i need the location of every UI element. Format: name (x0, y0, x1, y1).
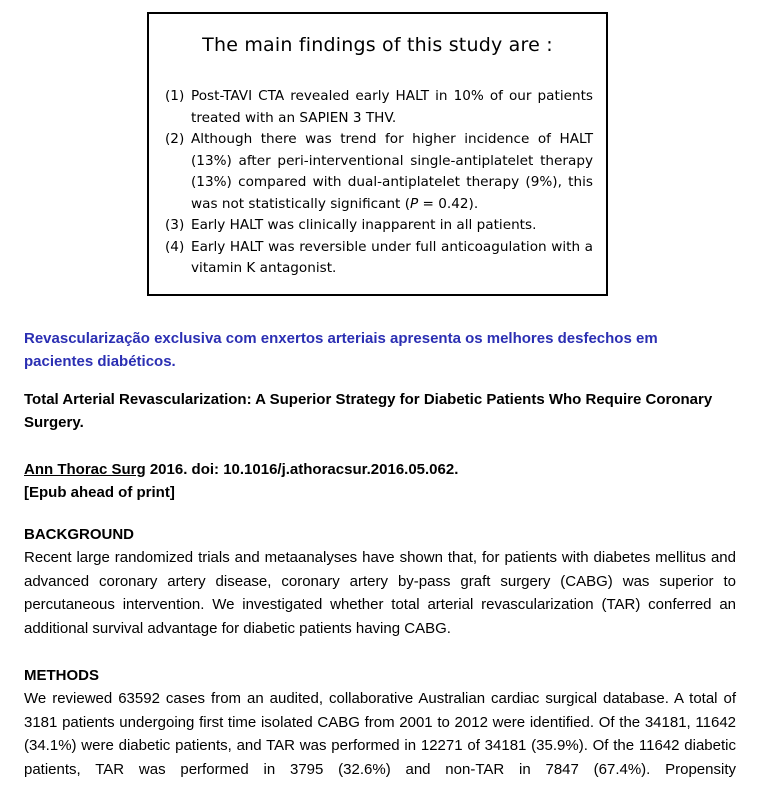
finding-text: Early HALT was reversible under full anticoagulation with a vitamin K antagonist. (191, 238, 593, 276)
findings-title: The main findings of this study are : (202, 34, 553, 56)
p-value-symbol: P (410, 195, 419, 212)
finding-text: Early HALT was clinically inapparent in all patients. (191, 217, 537, 233)
methods-text: We reviewed 63592 cases from an audited, collaborative Australian cardiac surgical database. A total of 3181 patients undergoing first time isolated CABG from 2001 to 2012 were identified. Of the 34181, 11642 (34.1%) were diabetic patients, and TAR was performed in 12271 of 34181 (35.9%). Of the 11642 diabetic patients, TAR was performed in 3795 (32.6%) and non-TAR in 7847 (67.4%). Propensity (24, 690, 736, 778)
findings-box (147, 12, 608, 296)
journal-link[interactable]: Ann Thorac Surg (24, 461, 146, 478)
finding-number: (2) (165, 131, 185, 147)
finding-text-part: = 0.42). (418, 195, 479, 212)
finding-text: Post-TAVI CTA revealed early HALT in 10% of our patients treated with an SAPIEN 3 THV. (191, 88, 593, 126)
finding-item (165, 237, 593, 280)
background-heading: BACKGROUND (24, 526, 134, 543)
epub-note: [Epub ahead of print] (24, 484, 175, 501)
finding-number: (3) (165, 217, 185, 233)
finding-text (191, 129, 593, 215)
methods-heading: METHODS (24, 667, 99, 684)
finding-number: (4) (165, 238, 185, 255)
article-title: Total Arterial Revascularization: A Superior Strategy for Diabetic Patients Who Require Coronary Surgery. (24, 391, 713, 431)
finding-item (165, 86, 593, 129)
citation-doi: 2016. doi: 10.1016/j.athoracsur.2016.05.062. (145, 461, 459, 478)
findings-list (165, 86, 593, 280)
finding-item (165, 129, 593, 215)
finding-number: (1) (165, 88, 185, 104)
background-text: Recent large randomized trials and metaanalyses have shown that, for patients with diabetes mellitus and advanced coronary artery disease, coronary artery by-pass graft surgery (CABG) was superior to percutaneous intervention. We investigated whether total arterial revascularization (TAR) conferred an additional survival advantage for diabetic patients having CABG. (24, 549, 736, 637)
finding-item (165, 215, 593, 237)
citation (24, 458, 724, 504)
portuguese-heading: Revascularização exclusiva com enxertos arteriais apresenta os melhores desfechos em pacientes diabéticos. (24, 330, 658, 370)
citation-line (24, 458, 724, 481)
finding-text-part: Although there was trend for higher incidence of HALT (13%) after peri-interventional single-antiplatelet therapy (13%) compared with dual-antiplatelet therapy (9%), this was not statistically significant ( (191, 131, 593, 212)
